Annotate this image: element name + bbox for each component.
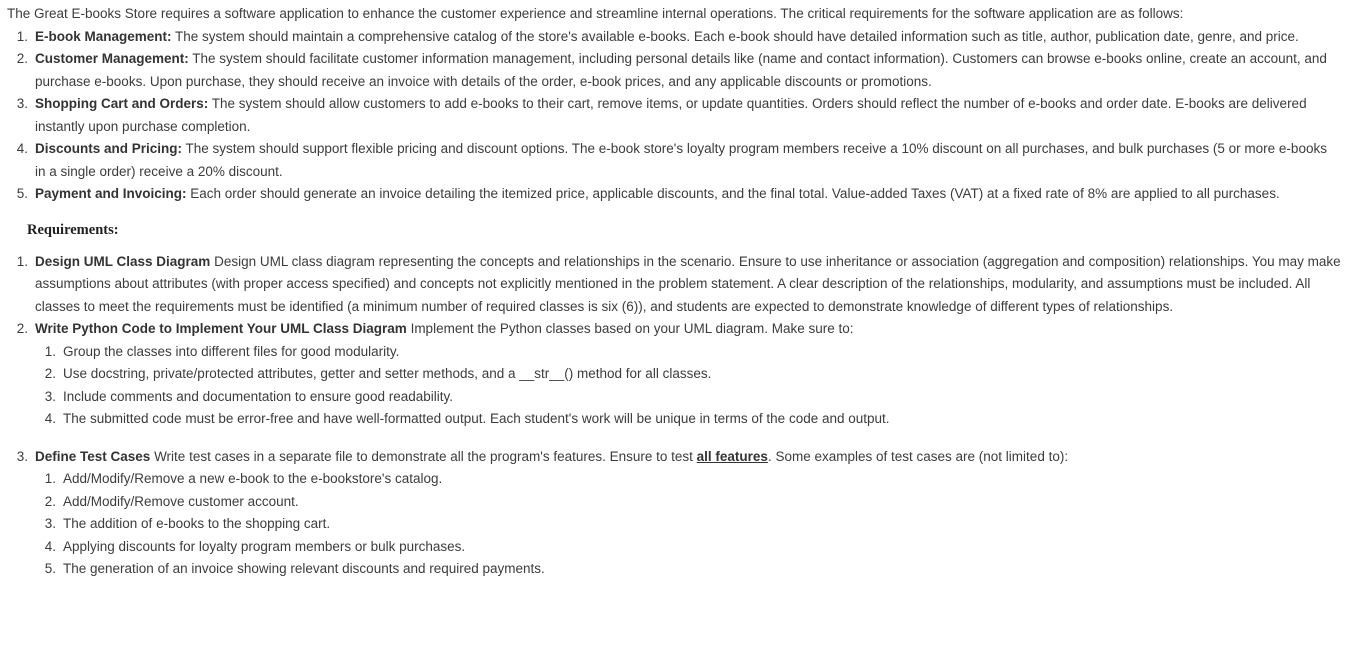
item-label: Write Python Code to Implement Your UML Class Diagram [35, 321, 407, 336]
sub-item-customer-account [35, 491, 1341, 514]
item-number: 3. [16, 448, 28, 464]
list-item-shopping-cart-orders [7, 93, 1341, 138]
sub-item-catalog [35, 468, 1341, 491]
test-cases-sublist [35, 468, 1341, 581]
list-item-ebook-management [7, 26, 1341, 49]
item-text: . Some examples of test cases are (not limited to): [767, 448, 1069, 464]
item-content [35, 251, 1341, 319]
item-text: The system should facilitate customer information management, including personal details like (name and contact information). Customers can browse e-books online, create an account, and purchase e-books. Upon purchase, they should receive an invoice with details of the order, e-book prices, and any applicable discounts or promotions. [35, 51, 1327, 89]
item-number: 5. [16, 186, 28, 201]
sub-item-error-free [35, 408, 1341, 431]
item-text: Add/Modify/Remove a new e-book to the e-bookstore's catalog. [63, 471, 443, 486]
item-text: The addition of e-books to the shopping cart. [63, 516, 331, 531]
all-features-emphasis: all features [696, 448, 768, 464]
item-text: Applying discounts for loyalty program members or bulk purchases. [63, 538, 466, 554]
item-number: 2. [16, 51, 28, 66]
item-number: 3. [16, 96, 28, 111]
sub-item-invoice-generation [35, 558, 1341, 581]
item-number: 1. [16, 253, 28, 269]
sub-item-discounts [35, 536, 1341, 559]
item-text: Group the classes into different files for good modularity. [63, 343, 400, 359]
list-item-payment-invoicing [7, 183, 1341, 206]
item-content [35, 138, 1341, 183]
item-text: Include comments and documentation to ensure good readability. [63, 388, 453, 404]
critical-requirements-list [7, 26, 1341, 206]
item-label: E-book Management: [35, 28, 172, 44]
item-content [35, 183, 1341, 206]
item-text: Add/Modify/Remove customer account. [63, 493, 299, 509]
item-number: 3. [44, 388, 56, 404]
item-number: 5. [44, 561, 56, 576]
item-number: 2. [16, 321, 28, 336]
item-content [35, 318, 1341, 431]
item-label: Design UML Class Diagram [35, 253, 211, 269]
item-text: The system should maintain a comprehensive catalog of the store's available e-books. Each e-book should have detailed information such as title, author, publication date, genre, and price. [171, 28, 1299, 44]
item-label: Discounts and Pricing: [35, 141, 183, 156]
item-number: 2. [44, 366, 56, 381]
item-number: 3. [44, 516, 56, 531]
item-number: 4. [16, 141, 28, 156]
item-text: The system should support flexible pricing and discount options. The e-book store's loyalty program members receive a 10% discount on all purchases, and bulk purchases (5 or more e-books in a single order) receive a 20% discount. [35, 141, 1327, 179]
item-number: 1. [44, 471, 56, 486]
item-number: 4. [44, 411, 56, 426]
list-item-discounts-pricing [7, 138, 1341, 183]
item-text: The generation of an invoice showing relevant discounts and required payments. [63, 561, 545, 576]
item-text: Each order should generate an invoice detailing the itemized price, applicable discounts, and the final total. Value-added Taxes (VAT) at a fixed rate of 8% are applied to all purchases. [186, 186, 1280, 201]
item-label: Shopping Cart and Orders: [35, 96, 209, 111]
sub-item-modularity [35, 341, 1341, 364]
intro-paragraph: The Great E-books Store requires a software application to enhance the customer experience and streamline internal operations. The critical requirements for the software application are as follows: [7, 6, 1184, 21]
item-number: 1. [44, 343, 56, 359]
item-content [35, 93, 1341, 138]
requirements-heading: Requirements: [27, 221, 119, 238]
item-number: 2. [44, 493, 56, 509]
item-label: Customer Management: [35, 51, 189, 66]
requirement-test-cases [7, 446, 1341, 581]
sub-item-docstring [35, 363, 1341, 386]
sub-item-cart-addition [35, 513, 1341, 536]
python-code-sublist [35, 341, 1341, 431]
item-text: The system should allow customers to add e-books to their cart, remove items, or update quantities. Orders should reflect the number of e-books and order date. E-books are delivered instantly upon purchase completion. [35, 96, 1307, 134]
item-number: 4. [44, 538, 56, 554]
requirement-design-uml [7, 251, 1341, 319]
item-text: Write test cases in a separate file to demonstrate all the program's features. Ensure to test [150, 448, 697, 464]
item-text: The submitted code must be error-free and have well-formatted output. Each student's work will be unique in terms of the code and output. [63, 411, 890, 426]
requirements-list [7, 251, 1341, 581]
item-number: 1. [16, 28, 28, 44]
requirement-python-code [7, 318, 1341, 431]
item-label: Payment and Invoicing: [35, 186, 187, 201]
item-text: Use docstring, private/protected attributes, getter and setter methods, and a __str__() method for all classes. [63, 366, 712, 381]
item-text: Implement the Python classes based on your UML diagram. Make sure to: [406, 321, 854, 336]
item-content [35, 26, 1341, 49]
sub-item-comments [35, 386, 1341, 409]
item-content [35, 446, 1341, 581]
list-item-customer-management [7, 48, 1341, 93]
item-label: Define Test Cases [35, 448, 151, 464]
item-text: Design UML class diagram representing the concepts and relationships in the scenario. Ensure to use inheritance or association (aggregation and composition) relationships. You may make assumptions about attributes (with proper access specified) and concepts not explicitly mentioned in the problem statement. A clear description of the relationships, modularity, and assumptions must be included. All classes to meet the requirements must be identified (a minimum number of required classes is six (6)), and students are expected to demonstrate knowledge of different types of relationships. [35, 253, 1341, 314]
item-content [35, 48, 1341, 93]
